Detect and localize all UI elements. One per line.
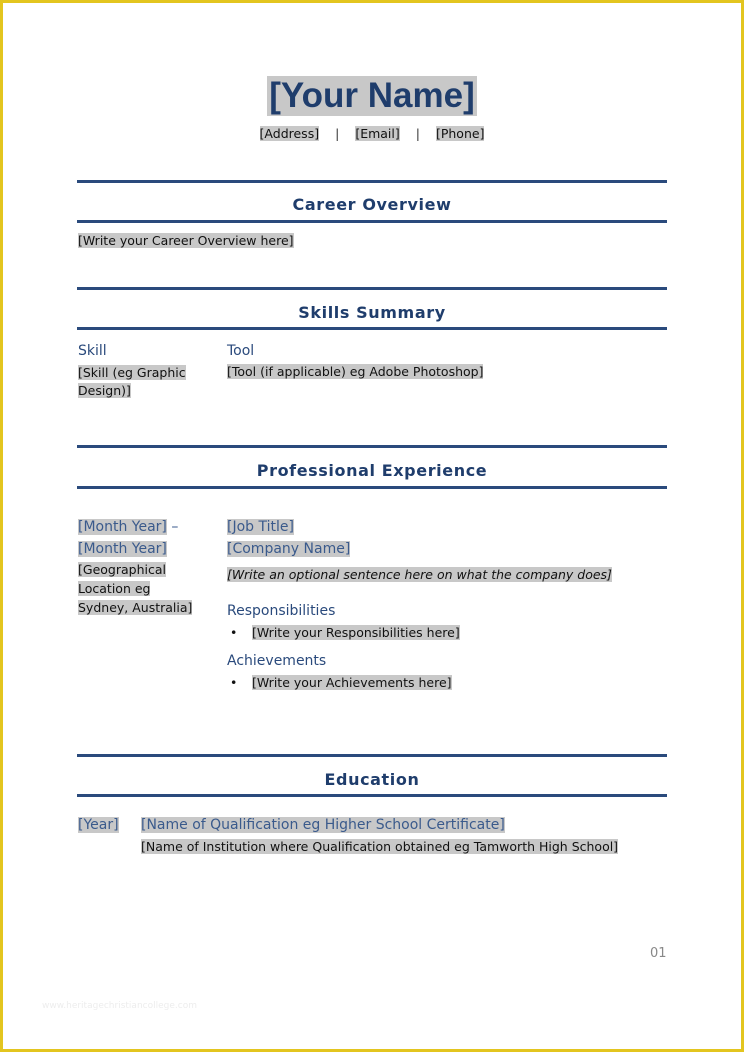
section-title-career: Career Overview <box>292 195 452 214</box>
skill-line[interactable]: Design)] <box>78 383 131 398</box>
bullet-icon: • <box>230 625 238 640</box>
bullet-icon: • <box>230 675 238 690</box>
job-title[interactable]: [Job Title] <box>227 519 294 535</box>
achievement-text[interactable]: [Write your Achievements here] <box>252 675 452 690</box>
skill-label: Skill <box>78 343 107 359</box>
date-range[interactable] <box>78 516 178 560</box>
qualification[interactable] <box>141 814 505 836</box>
page-number: 01 <box>650 946 667 961</box>
section-rule-top <box>77 754 667 757</box>
date-dash: – <box>166 519 179 535</box>
institution-field[interactable]: [Name of Institution where Qualification obtained eg Tamworth High School] <box>141 839 619 854</box>
tool-placeholder[interactable]: [Tool (if applicable) eg Adobe Photoshop] <box>227 364 484 379</box>
company-name[interactable]: [Company Name] <box>227 541 351 557</box>
your-name[interactable]: [Your Name] <box>269 76 475 115</box>
date-from[interactable]: [Month Year] <box>78 519 167 535</box>
contact-line <box>0 126 744 142</box>
section-rule-top <box>77 180 667 183</box>
company-description[interactable] <box>227 566 612 584</box>
date-to[interactable]: [Month Year] <box>78 541 167 557</box>
section-rule-bottom <box>77 486 667 489</box>
responsibilities-label: Responsibilities <box>227 603 336 619</box>
responsibility-item[interactable] <box>252 624 460 642</box>
institution[interactable] <box>141 838 618 856</box>
address-field[interactable]: [Address] <box>259 126 320 141</box>
location-line[interactable]: [Geographical <box>78 562 166 577</box>
location[interactable] <box>78 560 192 617</box>
section-title-experience: Professional Experience <box>256 461 488 480</box>
achievements-label: Achievements <box>227 653 327 669</box>
skill-value[interactable] <box>78 364 186 400</box>
email-field[interactable]: [Email] <box>355 126 400 141</box>
phone-field[interactable]: [Phone] <box>435 126 485 141</box>
qualification-field[interactable]: [Name of Qualification eg Higher School Certificate] <box>141 817 505 833</box>
contact-separator: | <box>415 126 420 141</box>
responsibility-text[interactable]: [Write your Responsibilities here] <box>252 625 460 640</box>
section-rule-bottom <box>77 220 667 223</box>
contact-separator: | <box>335 126 340 141</box>
education-year[interactable] <box>78 814 119 836</box>
section-title-education: Education <box>324 770 420 789</box>
achievement-item[interactable] <box>252 674 452 692</box>
section-rule-bottom <box>77 794 667 797</box>
section-rule-bottom <box>77 327 667 330</box>
location-line[interactable]: Location eg <box>78 581 151 596</box>
section-rule-top <box>77 287 667 290</box>
job-header[interactable] <box>227 516 350 560</box>
career-overview-placeholder[interactable]: [Write your Career Overview here] <box>78 233 294 248</box>
section-rule-top <box>77 445 667 448</box>
tool-value[interactable] <box>227 363 483 381</box>
company-sentence[interactable]: [Write an optional sentence here on what the company does] <box>227 567 612 582</box>
watermark-text: www.heritagechristiancollege.com <box>42 1001 197 1011</box>
name-header <box>0 76 744 116</box>
skill-line[interactable]: [Skill (eg Graphic <box>78 365 186 380</box>
tool-label: Tool <box>227 343 255 359</box>
year-field[interactable]: [Year] <box>78 817 119 833</box>
career-overview-text[interactable] <box>78 232 294 250</box>
section-title-skills: Skills Summary <box>298 303 446 322</box>
location-line[interactable]: Sydney, Australia] <box>78 600 193 615</box>
